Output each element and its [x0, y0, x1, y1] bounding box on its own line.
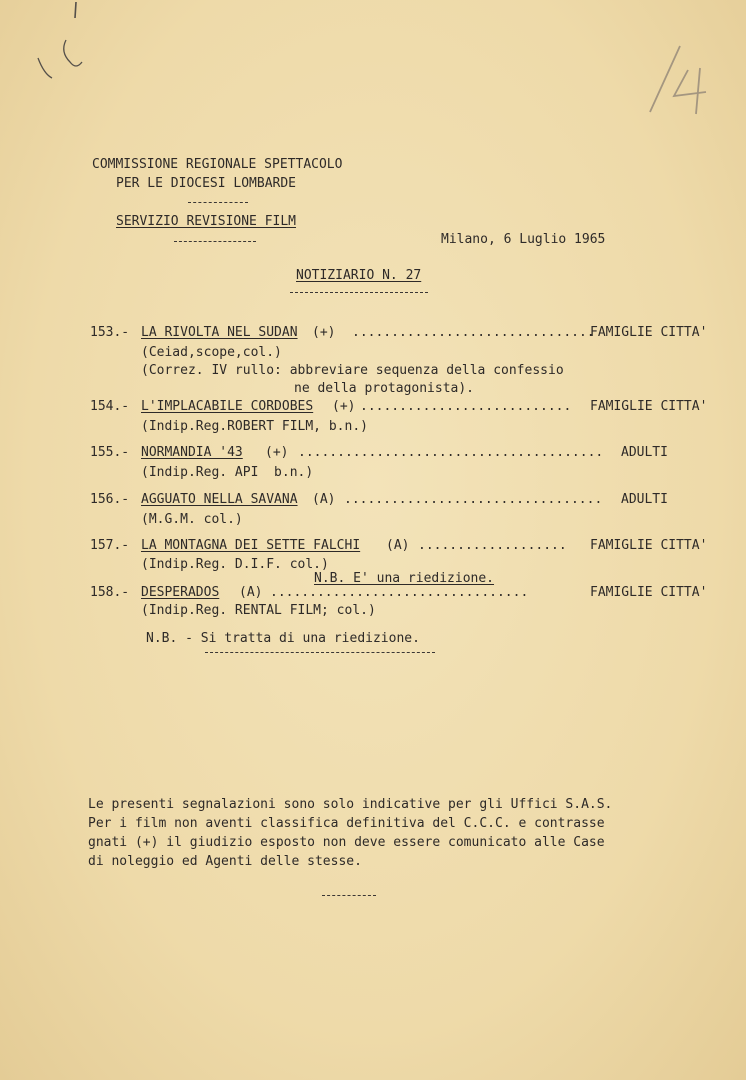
footer-line: Per i film non aventi classifica definitiva del C.C.C. e contrasse	[88, 816, 605, 831]
dot-leader: .................................	[344, 492, 603, 507]
note-divider	[205, 652, 435, 653]
classification: ADULTI	[621, 492, 668, 507]
dot-leader: ...........................	[360, 399, 572, 414]
footer-line: di noleggio ed Agenti delle stesse.	[88, 854, 362, 869]
classification: FAMIGLIE CITTA'	[590, 538, 708, 553]
film-details: (Indip.Reg. D.I.F. col.)	[141, 557, 329, 572]
film-details: ne della protagonista).	[294, 381, 475, 396]
reissue-note: N.B. E' una riedizione.	[314, 571, 495, 586]
rating-mark: (+)	[332, 399, 356, 414]
classification: ADULTI	[621, 445, 668, 460]
footer-divider	[322, 895, 376, 896]
organization-name-line1: COMMISSIONE REGIONALE SPETTACOLO	[92, 157, 343, 172]
entry-number: 157.-	[90, 538, 130, 553]
film-details: (Correz. IV rullo: abbreviare sequenza della confessio	[141, 363, 564, 378]
entry-number: 158.-	[90, 585, 130, 600]
place-and-date: Milano, 6 Luglio 1965	[441, 232, 606, 247]
header-divider	[188, 202, 248, 203]
general-note: N.B. - Si tratta di una riedizione.	[146, 631, 420, 646]
bulletin-title: NOTIZIARIO N. 27	[296, 268, 422, 283]
film-title: LA RIVOLTA NEL SUDAN	[141, 325, 298, 340]
classification: FAMIGLIE CITTA'	[590, 399, 708, 414]
rating-mark: (A)	[239, 585, 263, 600]
film-details: (M.G.M. col.)	[141, 512, 243, 527]
film-details: (Indip.Reg. RENTAL FILM; col.)	[141, 603, 376, 618]
handwritten-page-number	[640, 40, 720, 120]
film-title: NORMANDIA '43	[141, 445, 243, 460]
rating-mark: (A)	[386, 538, 410, 553]
entry-number: 155.-	[90, 445, 130, 460]
film-details: (Indip.Reg. API b.n.)	[141, 465, 314, 480]
pen-mark-top-left	[30, 0, 90, 90]
rating-mark: (A)	[312, 492, 336, 507]
entry-number: 153.-	[90, 325, 130, 340]
bulletin-divider	[290, 292, 428, 293]
dot-leader: .................................	[270, 585, 529, 600]
film-details: (Indip.Reg.ROBERT FILM, b.n.)	[141, 419, 368, 434]
footer-line: Le presenti segnalazioni sono solo indicative per gli Uffici S.A.S.	[88, 797, 613, 812]
classification: FAMIGLIE CITTA'	[590, 585, 708, 600]
entry-number: 156.-	[90, 492, 130, 507]
service-divider	[174, 241, 256, 242]
film-title: DESPERADOS	[141, 585, 220, 600]
organization-name-line2: PER LE DIOCESI LOMBARDE	[116, 176, 297, 191]
dot-leader: .......................................	[298, 445, 604, 460]
film-title: L'IMPLACABILE CORDOBES	[141, 399, 314, 414]
film-title: LA MONTAGNA DEI SETTE FALCHI	[141, 538, 361, 553]
dot-leader: ...................	[418, 538, 567, 553]
rating-mark: (+)	[312, 325, 336, 340]
entry-number: 154.-	[90, 399, 130, 414]
film-details: (Ceiad,scope,col.)	[141, 345, 282, 360]
service-name: SERVIZIO REVISIONE FILM	[116, 214, 297, 229]
classification: FAMIGLIE CITTA'	[590, 325, 708, 340]
film-title: AGGUATO NELLA SAVANA	[141, 492, 298, 507]
dot-leader: ...............................	[352, 325, 595, 340]
rating-mark: (+)	[265, 445, 289, 460]
footer-line: gnati (+) il giudizio esposto non deve essere comunicato alle Case	[88, 835, 605, 850]
